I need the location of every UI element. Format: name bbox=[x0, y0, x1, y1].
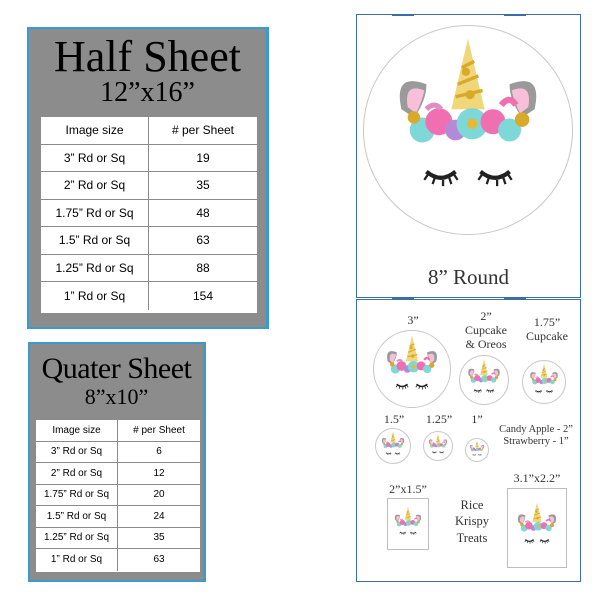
row-count: 6 bbox=[156, 446, 162, 458]
quarter-sheet-title: Quater Sheet bbox=[41, 352, 192, 385]
rice-line3: Treats bbox=[456, 530, 488, 545]
unicorn-topper-1 bbox=[465, 438, 489, 462]
header-image-size: Image size bbox=[36, 420, 118, 441]
round-8-card bbox=[356, 14, 581, 298]
card-divider-tick bbox=[392, 14, 414, 16]
half-sheet-size: 12”x16” bbox=[100, 77, 195, 108]
size-175-label bbox=[517, 316, 577, 344]
size-2-line3: & Oreos bbox=[465, 336, 507, 351]
table-row bbox=[36, 528, 200, 550]
table-row bbox=[41, 145, 257, 173]
unicorn-topper-icon bbox=[364, 26, 572, 234]
half-sheet-table bbox=[41, 117, 257, 313]
row-count: 24 bbox=[153, 510, 165, 522]
size-2-line2: Cupcake bbox=[465, 322, 507, 337]
half-sheet-panel bbox=[27, 27, 269, 329]
unicorn-topper-2 bbox=[459, 355, 509, 405]
table-row bbox=[41, 282, 257, 310]
unicorn-topper-31x22 bbox=[507, 488, 567, 568]
row-size: 1” Rd or Sq bbox=[36, 549, 118, 571]
unicorn-topper-icon bbox=[376, 429, 410, 463]
table-row bbox=[41, 255, 257, 283]
row-count: 88 bbox=[196, 260, 210, 275]
candy-line2: Strawberry - 1” bbox=[503, 436, 569, 448]
size-15-label: 1.5” bbox=[383, 412, 405, 426]
row-count: 63 bbox=[196, 233, 210, 248]
row-size: 3” Rd or Sq bbox=[36, 442, 118, 463]
half-sheet-title: Half Sheet bbox=[54, 32, 241, 81]
size-2-label bbox=[453, 310, 519, 351]
size-2-line1: 2” bbox=[480, 309, 492, 323]
row-size: 1.25” Rd or Sq bbox=[41, 255, 149, 282]
row-count: 20 bbox=[153, 489, 165, 501]
row-size: 1.75” Rd or Sq bbox=[41, 200, 149, 227]
row-size: 2” Rd or Sq bbox=[36, 463, 118, 484]
table-row bbox=[41, 172, 257, 200]
unicorn-topper-icon bbox=[460, 356, 508, 404]
row-size: 1.75” Rd or Sq bbox=[36, 485, 118, 506]
table-row bbox=[36, 549, 200, 571]
row-count: 35 bbox=[153, 532, 165, 544]
unicorn-topper-icon bbox=[374, 331, 450, 407]
size-1-label: 1” bbox=[471, 412, 483, 426]
table-row bbox=[36, 442, 200, 464]
table-row bbox=[36, 485, 200, 507]
quarter-sheet-size: 8”x10” bbox=[84, 384, 149, 409]
unicorn-topper-icon bbox=[424, 432, 452, 460]
row-size: 2” Rd or Sq bbox=[41, 172, 149, 199]
round-8-label: 8” Round bbox=[427, 265, 510, 289]
unicorn-topper-3 bbox=[373, 330, 451, 408]
unicorn-topper-icon bbox=[523, 361, 565, 403]
table-header-row bbox=[41, 117, 257, 145]
size-3-label: 3” bbox=[407, 313, 419, 327]
row-size: 1.5” Rd or Sq bbox=[41, 227, 149, 254]
header-image-size: Image size bbox=[41, 117, 149, 144]
row-count: 154 bbox=[192, 288, 214, 303]
row-count: 48 bbox=[196, 205, 210, 220]
quarter-sheet-table bbox=[36, 420, 200, 572]
table-row bbox=[41, 227, 257, 255]
unicorn-topper-125 bbox=[423, 431, 453, 461]
header-per-sheet: # per Sheet bbox=[133, 424, 185, 436]
size-125-label: 1.25” bbox=[425, 412, 453, 426]
unicorn-topper-175 bbox=[522, 360, 566, 404]
row-count: 12 bbox=[153, 467, 165, 479]
rice-line1: Rice bbox=[460, 498, 484, 512]
candy-line1: Candy Apple - 2” bbox=[499, 424, 573, 435]
rice-line2: Krispy bbox=[454, 514, 490, 529]
table-row bbox=[41, 200, 257, 228]
candy-label bbox=[491, 424, 581, 448]
card-divider-tick bbox=[504, 14, 526, 16]
row-count: 35 bbox=[196, 178, 210, 193]
unicorn-topper-icon bbox=[388, 499, 428, 549]
quarter-sheet-panel bbox=[28, 342, 206, 582]
unicorn-topper-icon bbox=[508, 489, 566, 567]
rect-31x22-label: 3.1”x2.2” bbox=[513, 471, 561, 485]
unicorn-topper-8-round bbox=[363, 25, 573, 235]
table-header-row bbox=[36, 420, 200, 442]
unicorn-topper-icon bbox=[466, 439, 488, 461]
header-per-sheet: # per Sheet bbox=[171, 123, 235, 138]
row-size: 3” Rd or Sq bbox=[41, 145, 149, 172]
table-row bbox=[36, 506, 200, 528]
row-size: 1.5” Rd or Sq bbox=[36, 506, 118, 527]
rice-label bbox=[447, 497, 497, 546]
size-175-line1: 1.75” bbox=[533, 315, 561, 329]
row-size: 1.25” Rd or Sq bbox=[36, 528, 118, 549]
sizes-card bbox=[356, 299, 581, 582]
row-size: 1” Rd or Sq bbox=[41, 282, 149, 310]
row-count: 63 bbox=[153, 554, 165, 566]
row-count: 19 bbox=[196, 150, 210, 165]
unicorn-topper-2x15 bbox=[387, 498, 429, 550]
size-175-line2: Cupcake bbox=[526, 328, 568, 343]
rect-2x15-label: 2”x1.5” bbox=[389, 482, 427, 496]
table-row bbox=[36, 463, 200, 485]
unicorn-topper-15 bbox=[375, 428, 411, 464]
